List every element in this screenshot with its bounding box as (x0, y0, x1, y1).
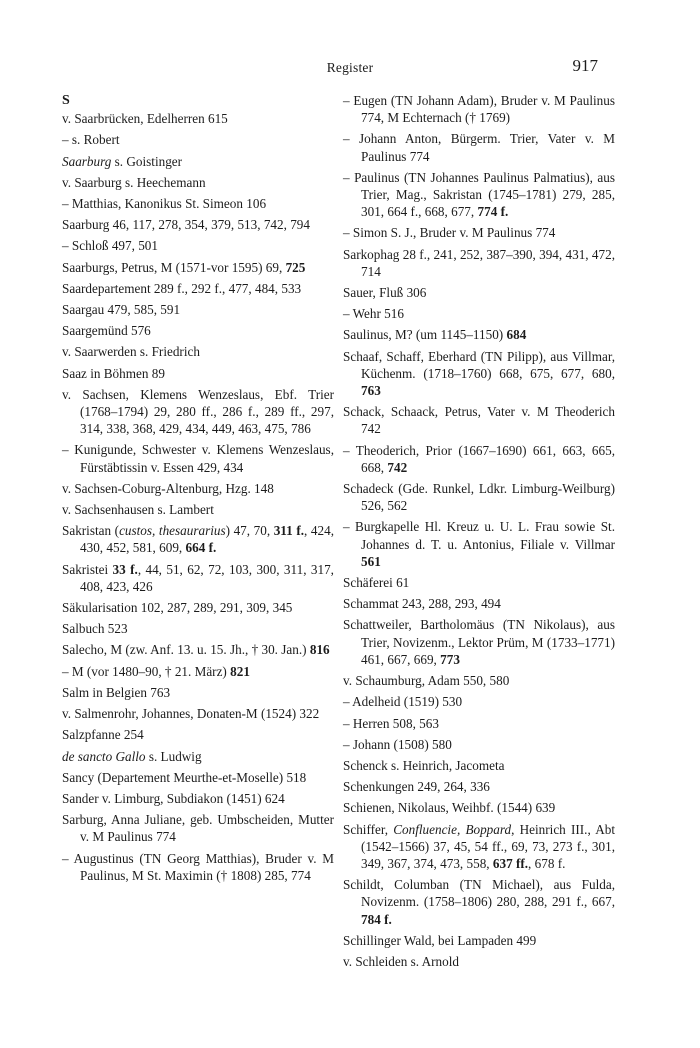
index-entry: Sakristan (custos, thesaurarius) 47, 70, 311 f., 424, 430, 452, 581, 609, 664 f. (62, 523, 334, 556)
index-entry: v. Salmenrohr, Johannes, Donaten-M (1524) 322 (62, 706, 320, 722)
index-entry: v. Saarburg s. Heechemann (62, 174, 206, 190)
index-entry: Schillinger Wald, bei Lampaden 499 (343, 932, 537, 948)
index-entry: – Schloß 497, 501 (62, 238, 158, 254)
section-letter: S (62, 93, 70, 108)
index-entry: de sancto Gallo s. Ludwig (62, 748, 202, 764)
index-entry: – s. Robert (62, 132, 120, 148)
index-entry: Saargemünd 576 (62, 323, 151, 339)
index-entry: Saarburg 46, 117, 278, 354, 379, 513, 742, 794 (62, 217, 310, 233)
index-entry: Salzpfanne 254 (62, 727, 144, 743)
index-entry: – Adelheid (1519) 530 (343, 694, 463, 710)
index-entry: – Kunigunde, Schwester v. Klemens Wenzeslaus, Fürstäbtissin v. Essen 429, 434 (62, 442, 334, 475)
index-entry: Säkularisation 102, 287, 289, 291, 309, 345 (62, 600, 293, 616)
index-column-left (62, 92, 334, 888)
index-entry: – Johann (1508) 580 (343, 736, 452, 752)
index-entry: Salbuch 523 (62, 621, 128, 637)
running-title: Register (326, 60, 374, 75)
index-entry: Salm in Belgien 763 (62, 684, 171, 700)
index-entry: Schäferei 61 (343, 575, 410, 591)
index-entry: Schildt, Columban (TN Michael), aus Fulda, Novizenm. (1758–1806) 280, 288, 291 f., 667, 784 f. (343, 877, 615, 927)
index-entry: v. Schaumburg, Adam 550, 580 (343, 673, 510, 689)
index-entry: – Johann Anton, Bürgerm. Trier, Vater v. M Paulinus 774 (343, 131, 615, 164)
index-entry: – Eugen (TN Johann Adam), Bruder v. M Paulinus 774, M Echternach († 1769) (343, 93, 615, 126)
index-column-right (343, 92, 615, 974)
index-entry: – Matthias, Kanonikus St. Simeon 106 (62, 196, 267, 212)
index-entry: Saargau 479, 585, 591 (62, 302, 181, 318)
index-entry: Saarburgs, Petrus, M (1571-vor 1595) 69, 725 (62, 259, 306, 275)
index-entry: Saardepartement 289 f., 292 f., 477, 484, 533 (62, 280, 302, 296)
index-entry: – Theoderich, Prior (1667–1690) 661, 663, 665, 668, 742 (343, 442, 615, 475)
index-entry: Schienen, Nikolaus, Weihbf. (1544) 639 (343, 800, 556, 816)
index-entry: – M (vor 1480–90, † 21. März) 821 (62, 663, 250, 679)
index-entry: Schack, Schaack, Petrus, Vater v. M Theoderich 742 (343, 404, 615, 437)
index-entry: – Wehr 516 (343, 306, 404, 322)
index-entry: Sancy (Departement Meurthe-et-Moselle) 518 (62, 769, 307, 785)
index-entry: Schenck s. Heinrich, Jacometa (343, 757, 505, 773)
index-entry: Sarburg, Anna Juliane, geb. Umbscheiden, Mutter v. M Paulinus 774 (62, 812, 334, 845)
index-entry: Schenkungen 249, 264, 336 (343, 779, 490, 795)
index-entry: – Burgkapelle Hl. Kreuz u. U. L. Frau sowie St. Johannes d. T. u. Antonius, Filiale v. Villmar 561 (343, 519, 615, 569)
index-entry: Sakristei 33 f., 44, 51, 62, 72, 103, 300, 311, 317, 408, 423, 426 (62, 561, 334, 594)
index-entry: – Simon S. J., Bruder v. M Paulinus 774 (343, 225, 556, 241)
index-entry: v. Sachsen, Klemens Wenzeslaus, Ebf. Trier (1768–1794) 29, 280 ff., 286 f., 289 ff., 297, 314, 338, 368, 429, 434, 449, 463, 475, 786 (62, 386, 334, 437)
index-entry: Saaz in Böhmen 89 (62, 365, 165, 381)
index-entry: – Herren 508, 563 (343, 715, 439, 731)
page-number: 917 (572, 56, 598, 75)
index-entry: Sander v. Limburg, Subdiakon (1451) 624 (62, 790, 285, 806)
index-entry: v. Schleiden s. Arnold (343, 953, 459, 969)
index-entry: Schaaf, Schaff, Eberhard (TN Pilipp), aus Villmar, Küchenm. (1718–1760) 668, 675, 677, 680, 763 (343, 348, 615, 399)
index-entry: Sauer, Fluß 306 (343, 285, 427, 301)
index-entry: – Paulinus (TN Johannes Paulinus Palmatius), aus Trier, Mag., Sakristan (1745–1781) 279, 285, 301, 664 f., 668, 677, 774 f. (343, 169, 615, 220)
index-entry: – Augustinus (TN Georg Matthias), Bruder v. M Paulinus, M St. Maximin († 1808) 285, 774 (62, 850, 334, 883)
index-entry: Salecho, M (zw. Anf. 13. u. 15. Jh., † 30. Jan.) 816 (62, 642, 330, 658)
index-entry: Schadeck (Gde. Runkel, Ldkr. Limburg-Weilburg) 526, 562 (343, 481, 615, 514)
index-entry: Schattweiler, Bartholomäus (TN Nikolaus), aus Trier, Novizenm., Lektor Prüm, M (1733–1771) 461, 667, 669, 773 (343, 617, 615, 667)
index-entry: v. Sachsenhausen s. Lambert (62, 502, 214, 518)
index-entry: Saarburg s. Goistinger (62, 153, 183, 169)
index-entry: Sarkophag 28 f., 241, 252, 387–390, 394, 431, 472, 714 (343, 246, 615, 279)
index-entry: v. Saarwerden s. Friedrich (62, 344, 200, 360)
index-entry: v. Saarbrücken, Edelherren 615 (62, 111, 228, 127)
index-entry: Saulinus, M? (um 1145–1150) 684 (343, 327, 527, 343)
index-entry: Schiffer, Confluencie, Boppard, Heinrich III., Abt (1542–1566) 37, 45, 54 ff., 69, 73, 273 f., 301, 349, 367, 374, 473, 558, 637 ff., 678 f. (343, 821, 615, 871)
index-entry: v. Sachsen-Coburg-Altenburg, Hzg. 148 (62, 480, 274, 496)
index-entry: Schammat 243, 288, 293, 494 (343, 596, 501, 612)
